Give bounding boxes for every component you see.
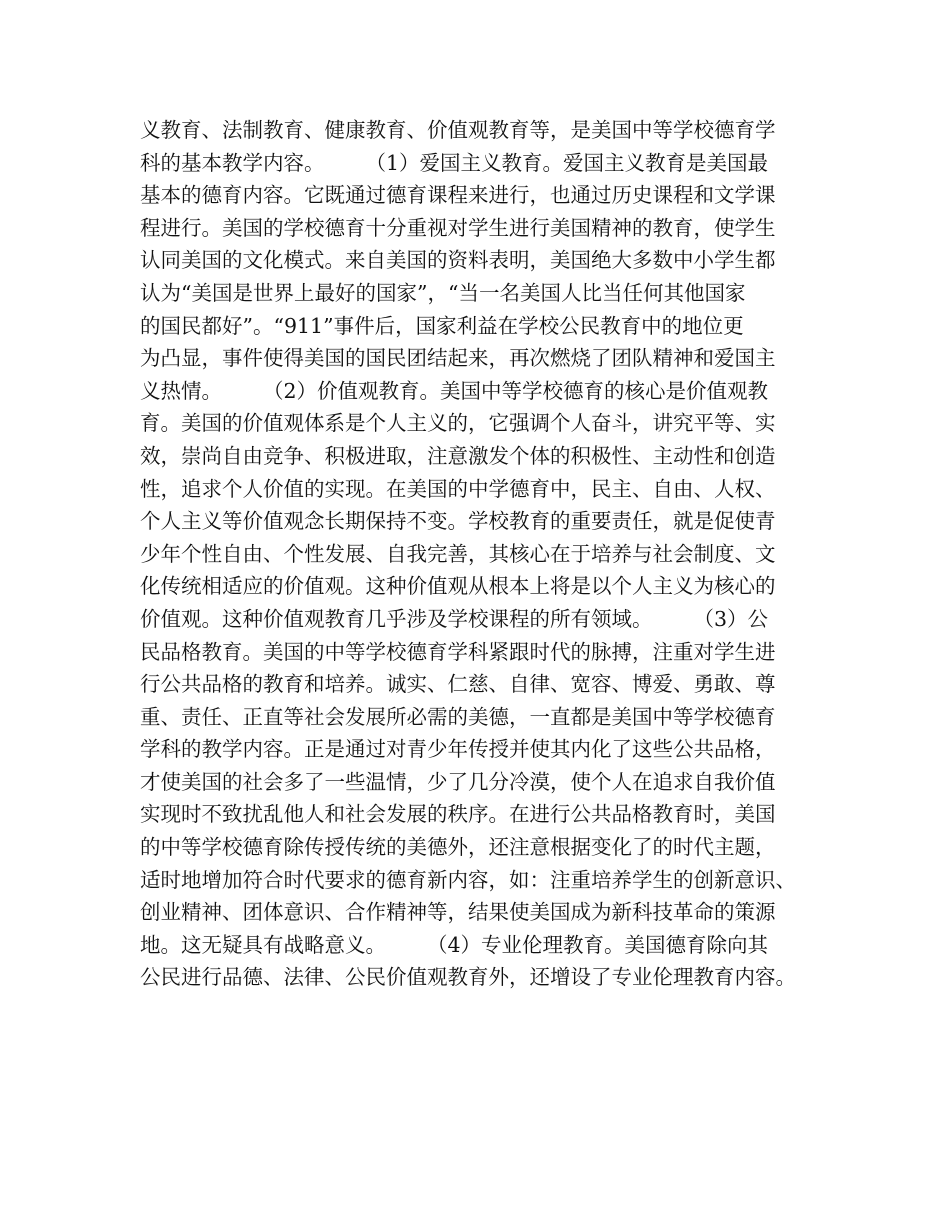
text-line-10: 育。美国的价值观体系是个人主义的，它强调个人奋斗，讲究平等、实 [140, 411, 776, 436]
text-line-14: 少年个性自由、个性发展、自我完善，其核心在于培养与社会制度、文 [140, 541, 776, 566]
text-line-24: 适时地增加符合时代要求的德育新内容，如：注重培养学生的创新意识、 [140, 867, 796, 892]
body-text [140, 114, 820, 994]
text-line-7: 的国民都好”。“911”事件后，国家利益在学校公民教育中的地位更 [140, 313, 744, 338]
text-line-11: 效，崇尚自由竞争、积极进取，注意激发个体的积极性、主动性和创造 [140, 443, 776, 468]
text-line-22: 实现时不致扰乱他人和社会发展的秩序。在进行公共品格教育时，美国 [140, 802, 776, 827]
text-line-17: 民品格教育。美国的中等学校德育学科紧跟时代的脉搏，注重对学生进 [140, 639, 776, 664]
text-line-26: 地。这无疑具有战略意义。 （4）专业伦理教育。美国德育除向其 [140, 932, 769, 957]
text-line-27: 公民进行品德、法律、公民价值观教育外，还增设了专业伦理教育内容。 [140, 965, 796, 990]
text-line-20: 学科的教学内容。正是通过对青少年传授并使其内化了这些公共品格， [140, 737, 776, 762]
text-line-5: 认同美国的文化模式。来自美国的资料表明，美国绝大多数中小学生都 [140, 248, 776, 273]
text-line-19: 重、责任、正直等社会发展所必需的美德，一直都是美国中等学校德育 [140, 704, 776, 729]
text-line-18: 行公共品格的教育和培养。诚实、仁慈、自律、宽容、博爱、勇敢、尊 [140, 672, 776, 697]
text-line-21: 才使美国的社会多了一些温情，少了几分冷漠，使个人在追求自我价值 [140, 769, 776, 794]
text-line-16: 价值观。这种价值观教育几乎涉及学校课程的所有领域。 （3）公 [140, 606, 769, 631]
text-line-9: 义热情。 （2）价值观教育。美国中等学校德育的核心是价值观教 [140, 378, 769, 403]
text-line-15: 化传统相适应的价值观。这种价值观从根本上将是以个人主义为核心的 [140, 574, 776, 599]
text-line-3: 基本的德育内容。它既通过德育课程来进行，也通过历史课程和文学课 [140, 183, 776, 208]
text-line-25: 创业精神、团体意识、合作精神等，结果使美国成为新科技革命的策源 [140, 900, 776, 925]
text-line-23: 的中等学校德育除传授传统的美德外，还注意根据变化了的时代主题， [140, 835, 776, 860]
text-line-6: 认为“美国是世界上最好的国家”，“当一名美国人比当任何其他国家 [140, 280, 746, 305]
text-line-1: 义教育、法制教育、健康教育、价值观教育等，是美国中等学校德育学 [140, 118, 776, 142]
text-line-2: 科的基本教学内容。 （1）爱国主义教育。爱国主义教育是美国最 [140, 150, 769, 175]
text-line-13: 个人主义等价值观念长期保持不变。学校教育的重要责任，就是促使青 [140, 509, 776, 534]
text-line-4: 程进行。美国的学校德育十分重视对学生进行美国精神的教育，使学生 [140, 215, 776, 240]
text-line-12: 性，追求个人价值的实现。在美国的中学德育中，民主、自由、人权、 [140, 476, 776, 501]
text-line-8: 为凸显，事件使得美国的国民团结起来，再次燃烧了团队精神和爱国主 [140, 346, 776, 371]
